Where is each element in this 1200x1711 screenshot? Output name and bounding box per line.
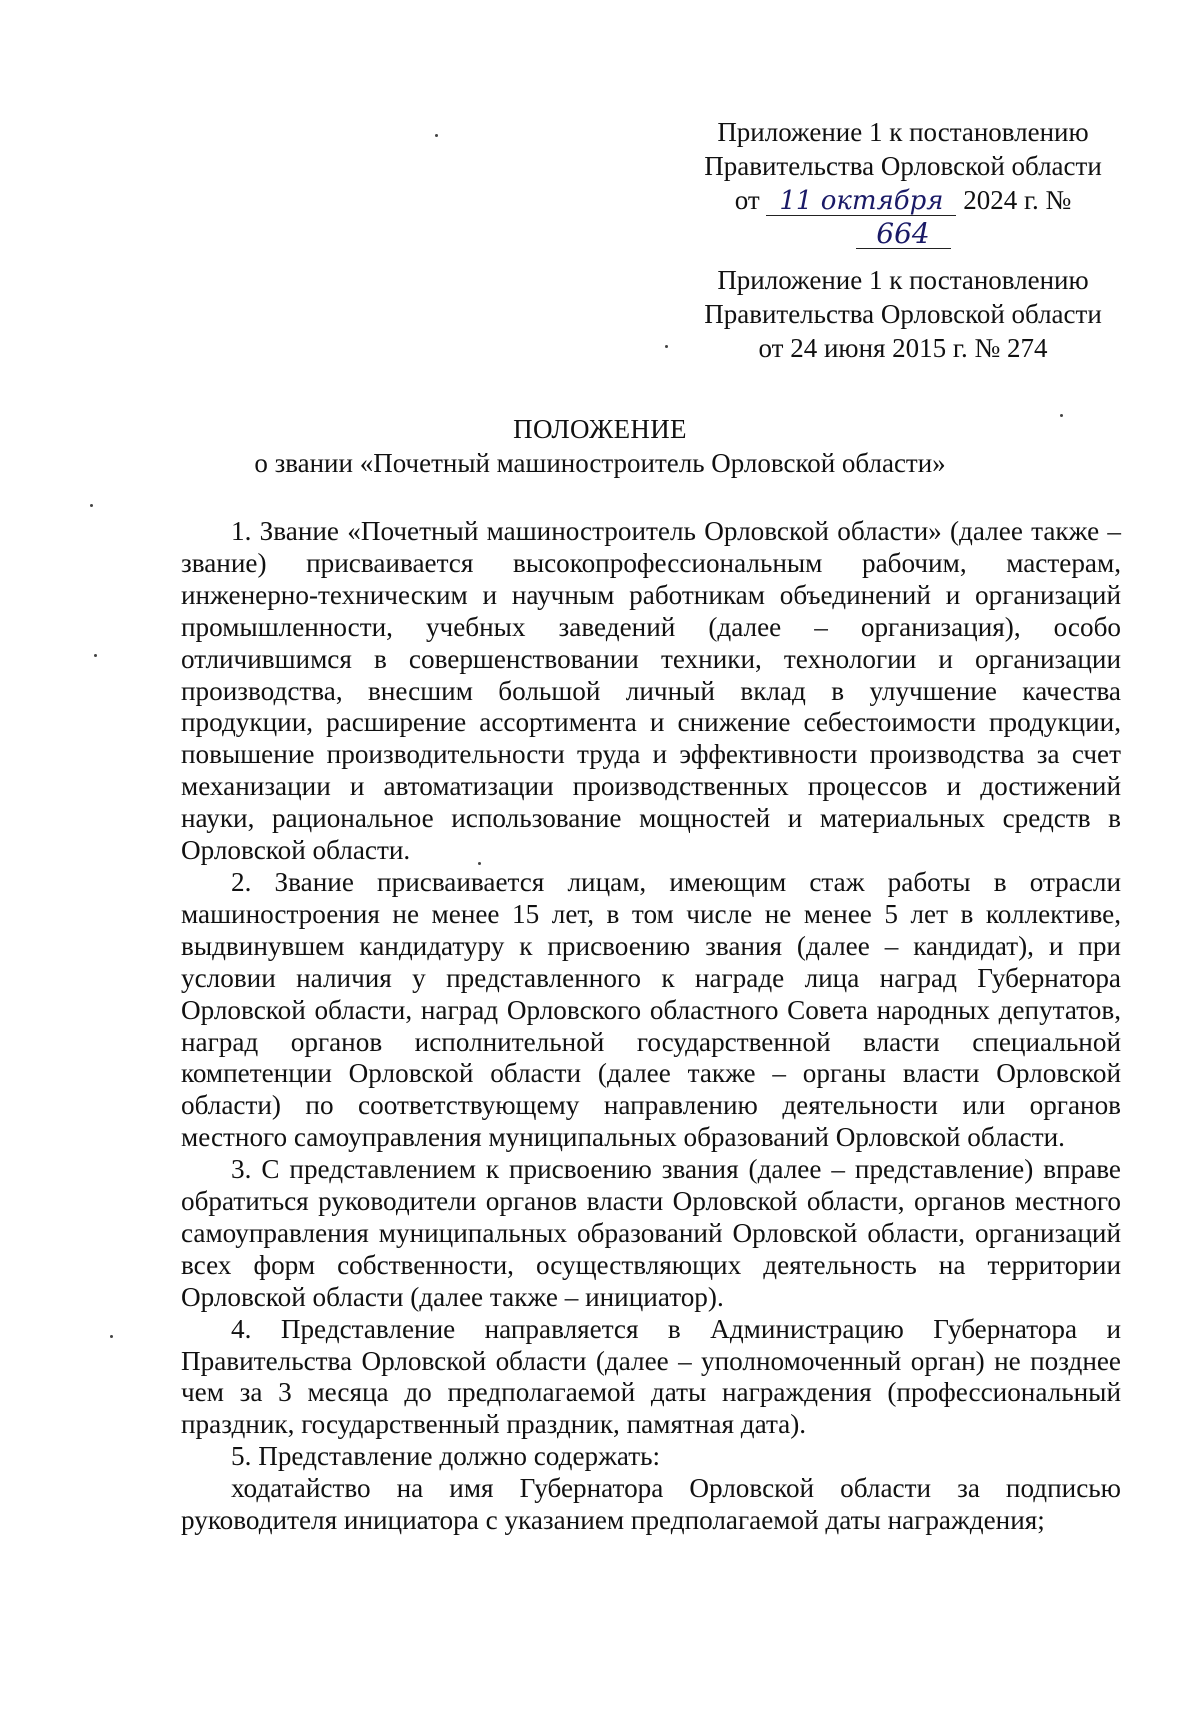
appendix-header-current <box>698 115 1108 251</box>
paragraph-5-item: ходатайство на имя Губернатора Орловской области за подписью руководителя инициатора с указанием предполагаемой даты награждения; <box>181 1473 1121 1536</box>
paragraph-2: 2. Звание присваивается лицам, имеющим стаж работы в отрасли машиностроения не менее 15 лет, в том числе не менее 5 лет в коллективе, выдвинувшем кандидатуру к присвоению звания (далее – кандидат), и при условии наличия у представленного к награде лица наград Губернатора Орловской области, наград Орловского областного Совета народных депутатов, наград органов исполнительной государственной власти специальной компетенции Орловской области (далее также – органы власти Орловской области) по соответствующему направлению деятельности или органов местного самоуправления муниципальных образований Орловской области. <box>181 866 1121 1153</box>
appendix-header-original <box>698 263 1108 365</box>
scan-speck <box>435 134 438 137</box>
scan-speck <box>90 504 93 507</box>
paragraph-4: 4. Представление направляется в Администрацию Губернатора и Правительства Орловской области (далее – уполномоченный орган) не позднее чем за 3 месяца до предполагаемой даты награждения (профессиональный праздник, государственный праздник, памятная дата). <box>181 1313 1121 1440</box>
handwritten-number: 664 <box>856 220 951 249</box>
document-title: ПОЛОЖЕНИЕ <box>513 414 687 444</box>
date-number-line <box>698 183 1108 251</box>
handwritten-date: 11 октября <box>766 187 956 216</box>
scan-speck <box>1060 414 1063 417</box>
government-line: Правительства Орловской области <box>704 299 1102 329</box>
scan-speck <box>110 1335 113 1338</box>
scan-speck <box>94 654 97 657</box>
paragraph-5: 5. Представление должно содержать: <box>231 1441 661 1472</box>
date-prefix: от <box>734 185 760 215</box>
appendix-line: Приложение 1 к постановлению <box>717 117 1089 147</box>
paragraph-3: 3. С представлением к присвоению звания (далее – представление) вправе обратиться руководители органов власти Орловской области, органов местного самоуправления муниципальных образований Орловской области, организаций всех форм собственности, осуществляющих деятельность на территории Орловской области (далее также – инициатор). <box>181 1154 1121 1312</box>
paragraph-1: 1. Звание «Почетный машиностроитель Орловской области» (далее также – звание) присваивается высокопрофессиональным рабочим, мастерам, инженерно-техническим и научным работникам объединений и организаций промышленности, учебных заведений (далее – организация), особо отличившимся в совершенствовании техники, технологии и организации производства, внесшим большой личный вклад в улучшение качества продукции, расширение ассортимента и снижение себестоимости продукции, повышение производительности труда и эффективности производства за счет механизации и автоматизации производственных процессов и достижений науки, рациональное использование мощностей и материальных средств в Орловской области. <box>181 516 1121 866</box>
scan-speck <box>478 862 481 865</box>
government-line: Правительства Орловской области <box>704 151 1102 181</box>
document-title-block <box>0 412 1200 480</box>
appendix-line: Приложение 1 к постановлению <box>717 265 1089 295</box>
scan-speck <box>665 345 668 348</box>
document-body <box>181 516 1121 1537</box>
year-label: 2024 г. № <box>963 185 1072 215</box>
document-subtitle: о звании «Почетный машиностроитель Орловской области» <box>254 448 946 478</box>
date-number-line: от 24 июня 2015 г. № 274 <box>758 333 1048 363</box>
